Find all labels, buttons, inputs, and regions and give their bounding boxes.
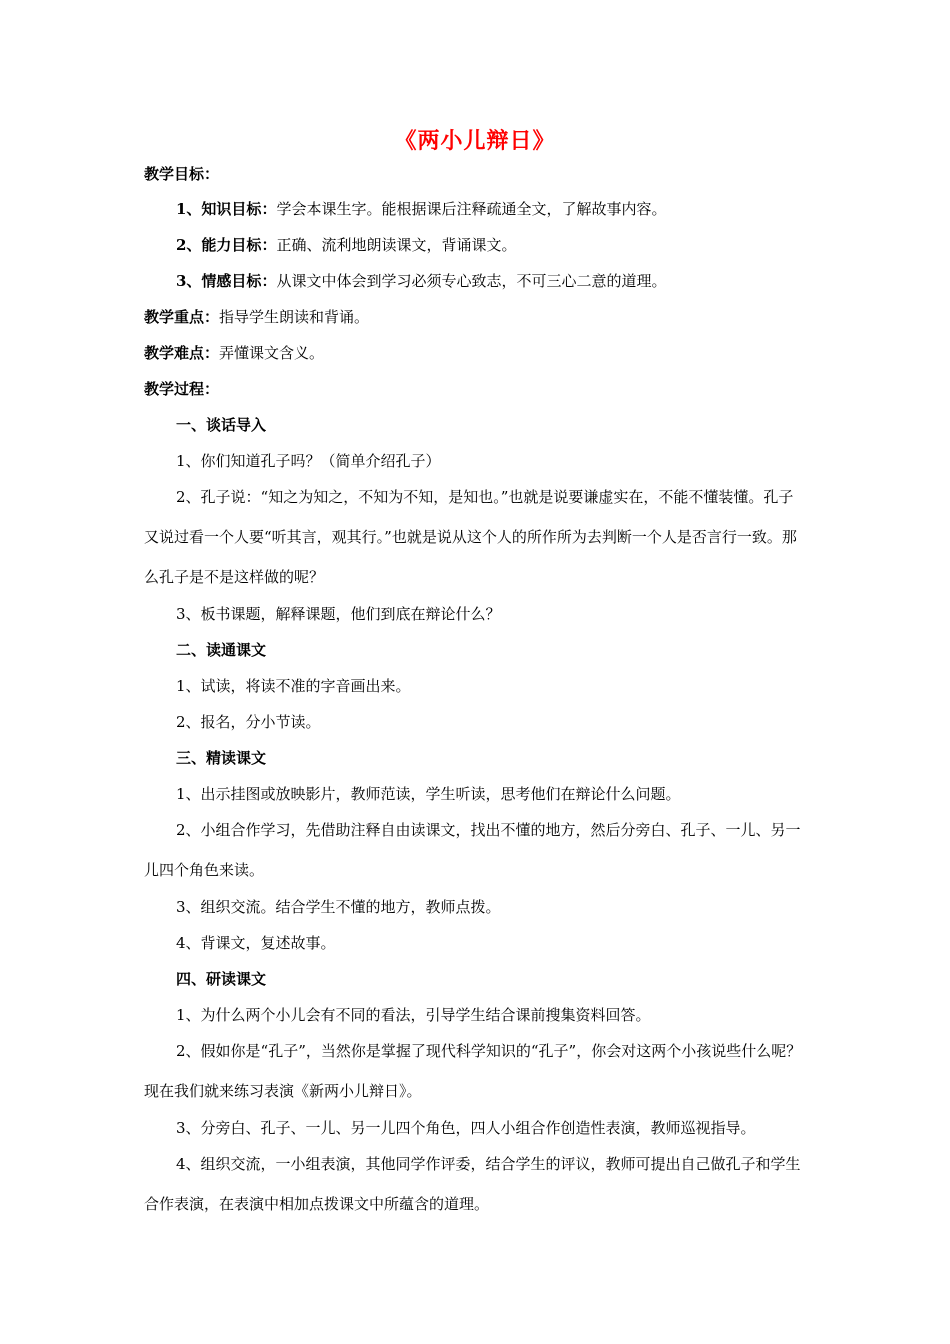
difficulty: [144, 343, 324, 363]
section-item: 3、板书课题，解释课题，他们到底在辩论什么？: [176, 605, 501, 623]
difficulty-text: 弄懂课文含义。: [219, 344, 325, 362]
key-point-label: 教学重点：: [144, 308, 220, 326]
section-item: 4、组织交流，一小组表演，其他同学作评委，结合学生的评议，教师可提出自己做孔子和学生合作表演，在表演中相加点拨课文中所蕴含的道理。: [144, 1155, 801, 1213]
section-item: 2、小组合作学习，先借助注释自由读课文，找出不懂的地方，然后分旁白、孔子、一儿、另一儿四个角色来读。: [144, 821, 801, 879]
section-heading: 四、研读课文: [176, 970, 267, 988]
document-title: 《两小儿辩日》: [394, 128, 556, 154]
objective-label: 1、知识目标：: [176, 200, 277, 218]
section-item: 2、假如你是“孔子”，当然你是掌握了现代科学知识的“孔子”，你会对这两个小孩说些什么呢？现在我们就来练习表演《新两小儿辩日》。: [144, 1042, 802, 1100]
objective-item: [176, 235, 516, 255]
objective-text: 正确、流利地朗读课文，背诵课文。: [276, 236, 517, 254]
section-heading: 三、精读课文: [176, 749, 267, 767]
section-item: 1、试读，将读不准的字音画出来。: [176, 677, 411, 695]
objective-text: 学会本课生字。能根据课后注释疏通全文，了解故事内容。: [276, 200, 667, 218]
objectives-heading: 教学目标：: [144, 165, 220, 183]
process-heading: 教学过程：: [144, 380, 220, 398]
objective-label: 2、能力目标：: [176, 236, 277, 254]
key-point: [144, 307, 369, 327]
section-item: 1、你们知道孔子吗？（简单介绍孔子）: [176, 452, 441, 470]
objective-label: 3、情感目标：: [176, 272, 277, 290]
difficulty-label: 教学难点：: [144, 344, 220, 362]
section-item: 1、出示挂图或放映影片，教师范读，学生听读，思考他们在辩论什么问题。: [176, 785, 681, 803]
objective-item: [176, 271, 666, 291]
section-item: 2、孔子说：“知之为知之，不知为不知，是知也。”也就是说要谦虚实在，不能不懂装懂。孔子又说过看一个人要“听其言，观其行。”也就是说从这个人的所作所为去判断一个人是否言行一致。那么孔子是不是这样做的呢？: [144, 488, 797, 586]
section-item: 3、分旁白、孔子、一儿、另一儿四个角色，四人小组合作创造性表演，教师巡视指导。: [176, 1119, 756, 1137]
section-item: 1、为什么两个小儿会有不同的看法，引导学生结合课前搜集资料回答。: [176, 1006, 651, 1024]
section-item: 2、报名，分小节读。: [176, 713, 321, 731]
objective-item: [176, 199, 666, 219]
section-heading: 二、读通课文: [176, 641, 267, 659]
section-heading: 一、谈话导入: [176, 416, 267, 434]
section-item: 3、组织交流。结合学生不懂的地方，教师点拨。: [176, 898, 501, 916]
section-item: 4、背课文，复述故事。: [176, 934, 336, 952]
objective-text: 从课文中体会到学习必须专心致志，不可三心二意的道理。: [276, 272, 667, 290]
key-point-text: 指导学生朗读和背诵。: [219, 308, 370, 326]
